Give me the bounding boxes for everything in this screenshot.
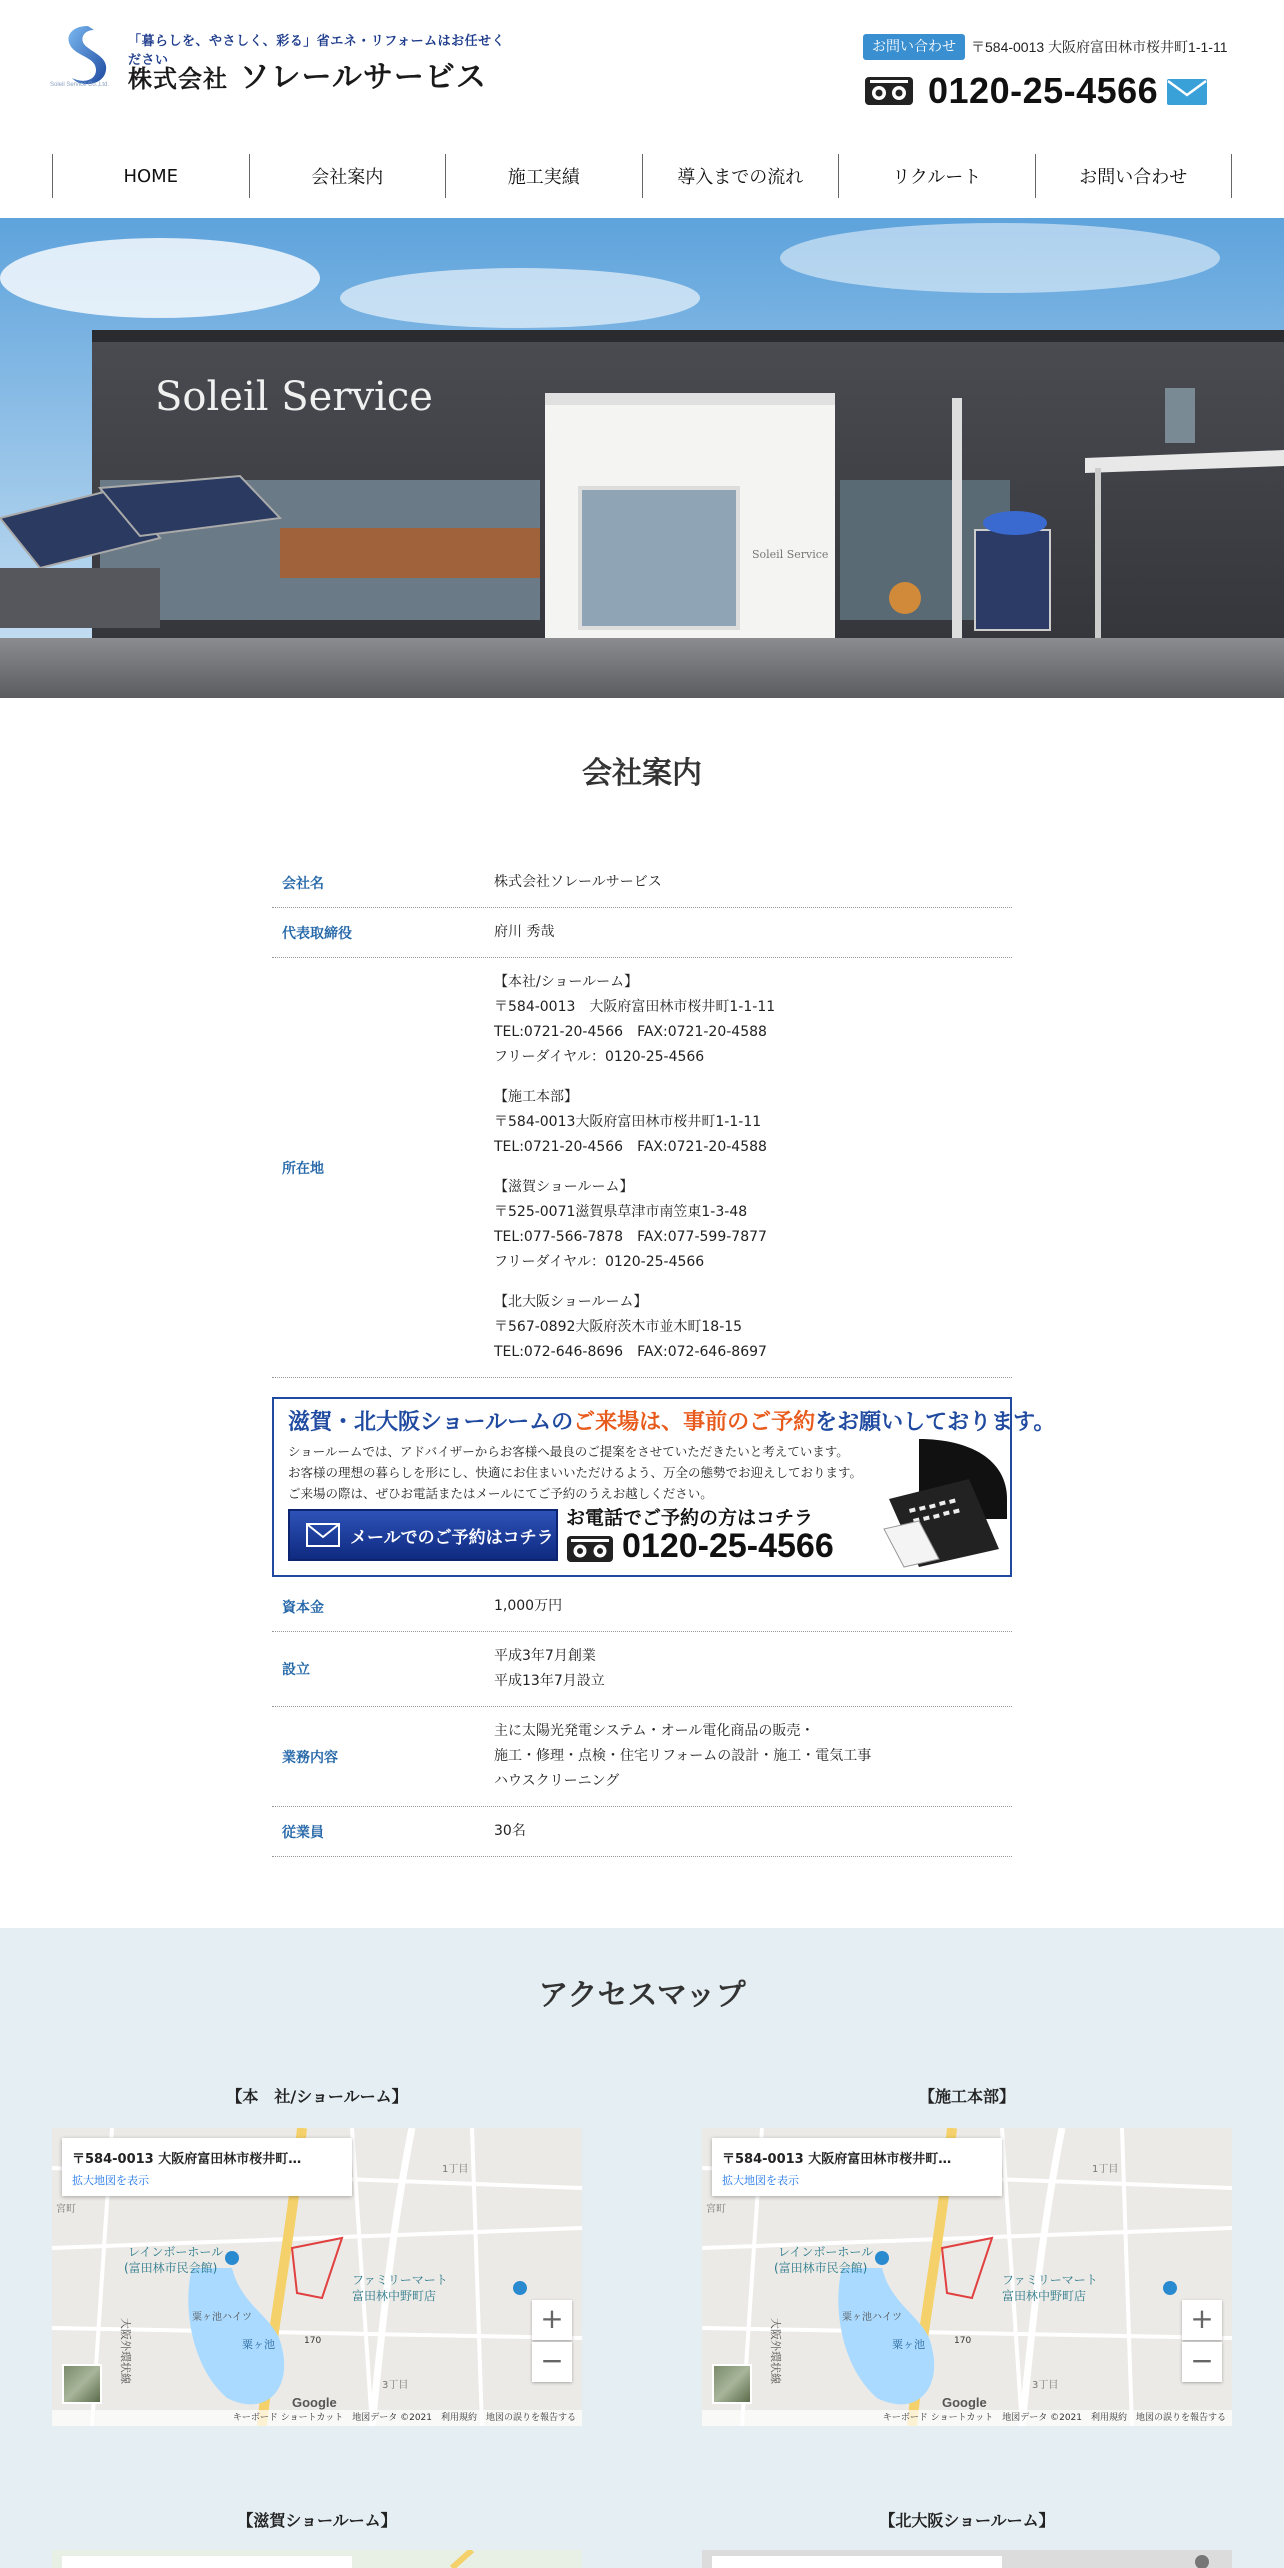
- row-value: [494, 1819, 1012, 1844]
- location-line: 【本社/ショールーム】: [494, 974, 639, 990]
- row-value-line: 主に太陽光発電システム・オール電化商品の販売・: [494, 1723, 815, 1739]
- location-line: 〒525-0071滋賀県草津市南笠東1-3-48: [494, 1204, 748, 1220]
- hero-sign: Soleil Service: [155, 374, 433, 420]
- nav-recruit[interactable]: リクルート: [838, 154, 1035, 198]
- row-value: 株式会社ソレールサービス: [494, 874, 662, 890]
- location-line: TEL:0721-20-4566 FAX:0721-20-4588: [494, 1024, 767, 1040]
- google-map-sekou[interactable]: [702, 2128, 1232, 2426]
- map-poi: レインボーホール: [128, 2245, 224, 2259]
- location-line: TEL:0721-20-4566 FAX:0721-20-4588: [494, 1139, 767, 1155]
- location-line: 【施工本部】: [494, 1089, 578, 1105]
- banner-title-highlight: ご来場は、事前のご予約: [573, 1410, 816, 1435]
- mail-icon[interactable]: [1166, 78, 1208, 106]
- row-value-line: 平成3年7月創業: [494, 1648, 596, 1664]
- map-address: 〒584-0013 大阪府富田林市桜井町…: [72, 2152, 302, 2167]
- header-phone-number[interactable]: 0120-25-4566: [928, 70, 1159, 111]
- map-poi: (富田林市民会館): [774, 2261, 868, 2275]
- nav-flow[interactable]: 導入までの流れ: [642, 154, 839, 198]
- company-info-table: [272, 858, 1012, 1378]
- satellite-toggle[interactable]: [62, 2364, 102, 2404]
- location-line: 〒567-0892大阪府茨木市並木町18-15: [494, 1319, 743, 1335]
- row-value: [494, 1644, 1012, 1694]
- table-row: [272, 1582, 1012, 1632]
- location-line: TEL:077-566-7878 FAX:077-599-7877: [494, 1229, 767, 1245]
- location-line: フリーダイヤル：0120-25-4566: [494, 1049, 705, 1065]
- location-line: 【北大阪ショールーム】: [494, 1294, 648, 1310]
- banner-title: [288, 1405, 1055, 1436]
- zoom-out-button[interactable]: −: [532, 2342, 572, 2382]
- map-footer[interactable]: キーボード ショートカット 地図データ ©2021 利用規約 地図の誤りを報告する: [702, 2410, 1232, 2426]
- google-logo: Google: [292, 2395, 337, 2410]
- row-value-locations: [494, 970, 1012, 1365]
- google-logo: Google: [942, 2395, 987, 2410]
- map-poi: 富田林中野町店: [1002, 2289, 1087, 2303]
- row-label: 従業員: [282, 1824, 324, 1841]
- banner-title-a: 滋賀・北大阪ショールームの: [288, 1410, 574, 1435]
- zoom-in-button[interactable]: +: [532, 2300, 572, 2340]
- map-town: 宮町: [706, 2204, 726, 2215]
- map-tiles: [52, 2550, 582, 2568]
- map-poi: レインボーホール: [778, 2245, 874, 2259]
- site-header: [0, 0, 1284, 218]
- freedial-icon: [566, 1535, 614, 1563]
- map-route: 170: [954, 2336, 972, 2346]
- map-poi: 富田林中野町店: [352, 2289, 437, 2303]
- header-address: 〒584-0013 大阪府富田林市桜井町1-1-11: [971, 39, 1228, 55]
- map-route: 170: [304, 2336, 322, 2346]
- map-label-sekou: 【施工本部】: [918, 2087, 1015, 2106]
- banner-text-line: ご来場の際は、ぜひお電話またはメールにてご予約のうえお越しください。: [288, 1486, 713, 1501]
- google-map-honsha[interactable]: [52, 2128, 582, 2426]
- banner-text-line: ショールームでは、アドバイザーからお客様へ最良のご提案をさせていただきたいと考えています。: [288, 1444, 849, 1459]
- map-label-shiga: 【滋賀ショールーム】: [237, 2511, 397, 2530]
- map-enlarge-link[interactable]: 拡大地図を表示: [72, 2174, 149, 2187]
- main-nav: [52, 154, 1232, 198]
- map-poi: ファミリーマート: [1002, 2273, 1098, 2287]
- google-map-shiga[interactable]: [52, 2550, 582, 2568]
- access-map-section: [0, 1928, 1284, 2568]
- map-label-honsha: 【本 社/ショールーム】: [226, 2087, 408, 2106]
- banner-title-c: をお願いしております。: [815, 1410, 1056, 1435]
- location-line: TEL:072-646-8696 FAX:072-646-8697: [494, 1344, 767, 1360]
- table-row: [272, 1632, 1012, 1707]
- hero-showroom-photo: [0, 218, 1284, 698]
- map-town: 宮町: [56, 2204, 76, 2215]
- nav-works[interactable]: 施工実績: [445, 154, 642, 198]
- company-section-title: 会社案内: [582, 756, 702, 791]
- logo-tagline: 「暮らしを、やさしく、彩る」省エネ・リフォームはお任せください: [128, 34, 506, 68]
- nav-home[interactable]: HOME: [52, 154, 249, 198]
- banner-text: [288, 1441, 862, 1504]
- freedial-icon: [864, 76, 914, 106]
- company-prefix: 株式会社: [128, 64, 228, 93]
- map-apt: 粟ヶ池ハイツ: [842, 2312, 902, 2323]
- map-road: 大阪外環状線: [119, 2318, 132, 2384]
- table-row: [272, 908, 1012, 958]
- envelope-icon: [306, 1523, 340, 1547]
- row-label: 設立: [282, 1662, 310, 1678]
- company-name-text: ソレールサービス: [239, 60, 487, 95]
- access-section-title: アクセスマップ: [538, 1978, 746, 2013]
- map-chome: 3丁目: [382, 2380, 409, 2391]
- phone-reservation-label: お電話でご予約の方はコチラ: [566, 1507, 814, 1529]
- table-row: [272, 958, 1012, 1378]
- table-row: [272, 1807, 1012, 1857]
- site-logo[interactable]: [50, 22, 510, 95]
- map-pond: 粟ヶ池: [892, 2338, 925, 2351]
- row-value-line: 施工・修理・点検・住宅リフォームの設計・施工・電気工事: [494, 1748, 872, 1764]
- mail-reservation-button[interactable]: [288, 1509, 558, 1561]
- map-poi: (富田林市民会館): [124, 2261, 218, 2275]
- logo-english-name: Soleil Service Co.,Ltd.: [50, 82, 110, 88]
- row-value-line: 平成13年7月設立: [494, 1673, 605, 1689]
- map-apt: 粟ヶ池ハイツ: [192, 2312, 252, 2323]
- map-info-card: [62, 2138, 352, 2196]
- zoom-out-button[interactable]: −: [1182, 2342, 1222, 2382]
- satellite-toggle[interactable]: [712, 2364, 752, 2404]
- location-line: 【滋賀ショールーム】: [494, 1179, 634, 1195]
- row-value: [494, 1594, 1012, 1619]
- google-map-kitaosaka[interactable]: [702, 2550, 1232, 2568]
- row-label: 業務内容: [282, 1749, 338, 1766]
- map-poi: ファミリーマート: [352, 2273, 448, 2287]
- map-address: 〒584-0013 大阪府富田林市桜井町…: [722, 2152, 952, 2167]
- map-footer[interactable]: キーボード ショートカット 地図データ ©2021 利用規約 地図の誤りを報告する: [52, 2410, 582, 2426]
- row-value: 府川 秀哉: [494, 924, 555, 940]
- location-block: [494, 1175, 1012, 1275]
- row-value-line: 30名: [494, 1823, 526, 1839]
- map-pond: 粟ヶ池: [242, 2338, 275, 2351]
- company-info-table-2: [272, 1582, 1012, 1857]
- banner-text-line: お客様の理想の暮らしを形にし、快適にお住まいいただけるよう、万全の態勢でお迎えしております。: [288, 1465, 863, 1480]
- row-label: 代表取締役: [282, 925, 352, 942]
- row-value-line: 1,000万円: [494, 1598, 563, 1614]
- row-label: 所在地: [282, 1160, 324, 1177]
- table-row: [272, 1707, 1012, 1807]
- hero-sign-small: Soleil Service: [752, 548, 829, 561]
- zoom-in-button[interactable]: +: [1182, 2300, 1222, 2340]
- company-name: [128, 52, 487, 96]
- row-value: [494, 1719, 1012, 1794]
- location-line: 〒584-0013 大阪府富田林市桜井町1-1-11: [494, 999, 776, 1015]
- row-value-line: ハウスクリーニング: [494, 1773, 620, 1789]
- map-chome: 1丁目: [1092, 2164, 1119, 2175]
- row-label: 資本金: [282, 1599, 324, 1616]
- location-block: [494, 970, 1012, 1070]
- map-label-kitaosaka: 【北大阪ショールーム】: [879, 2511, 1055, 2530]
- map-chome: 1丁目: [442, 2164, 469, 2175]
- table-row: [272, 858, 1012, 908]
- mail-reservation-label: メールでのご予約はコチラ: [350, 1527, 554, 1548]
- banner-phone-number[interactable]: 0120-25-4566: [622, 1527, 834, 1565]
- location-block: [494, 1290, 1012, 1365]
- location-block: [494, 1085, 1012, 1160]
- map-chome: 3丁目: [1032, 2380, 1059, 2391]
- laptop-illustration: [879, 1439, 1007, 1569]
- location-line: 〒584-0013大阪府富田林市桜井町1-1-11: [494, 1114, 762, 1130]
- reservation-banner[interactable]: [272, 1397, 1056, 1577]
- contact-badge[interactable]: お問い合わせ: [863, 34, 965, 60]
- location-line: フリーダイヤル：0120-25-4566: [494, 1254, 705, 1270]
- hero-image: [0, 218, 1284, 698]
- map-enlarge-link[interactable]: 拡大地図を表示: [722, 2174, 799, 2187]
- nav-company[interactable]: 会社案内: [249, 154, 446, 198]
- map-road: 大阪外環状線: [769, 2318, 782, 2384]
- map-tiles: [702, 2550, 1232, 2568]
- map-info-card: [712, 2138, 1002, 2196]
- nav-contact[interactable]: お問い合わせ: [1035, 154, 1233, 198]
- row-label: 会社名: [282, 875, 324, 892]
